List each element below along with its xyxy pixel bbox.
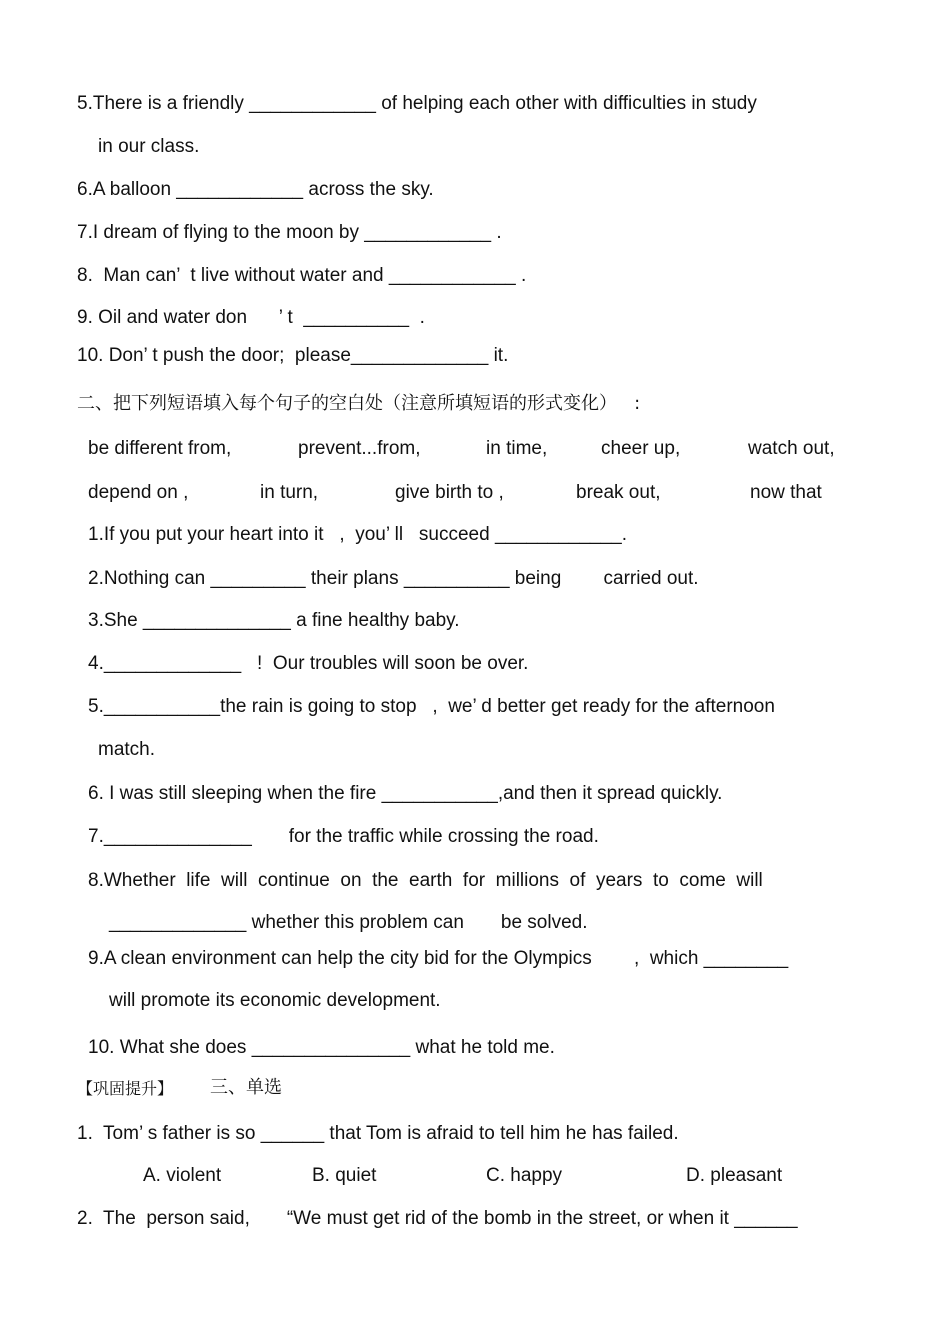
- question-10: 10. Don’ t push the door; please_____________ it.: [77, 345, 509, 366]
- s2-question-4: 4._____________ ! Our troubles will soon be over.: [88, 653, 529, 674]
- section-3-heading: 三、单选: [210, 1077, 282, 1098]
- s2-question-5-line1: 5.___________the rain is going to stop , we’ d better get ready for the afternoon: [88, 696, 775, 717]
- s3-q1-option-b: B. quiet: [312, 1165, 377, 1186]
- question-7: 7.I dream of flying to the moon by ____________ .: [77, 222, 502, 243]
- question-5-line1: 5.There is a friendly ____________ of helping each other with difficulties in study: [77, 93, 757, 114]
- s2-question-9-line1: 9.A clean environment can help the city bid for the Olympics , which ________: [88, 948, 789, 969]
- phrase-prevent-from: prevent...from,: [298, 438, 421, 459]
- s3-q1-option-c: C. happy: [486, 1165, 563, 1186]
- phrase-cheer-up: cheer up,: [601, 438, 681, 459]
- phrase-watch-out: watch out,: [748, 438, 835, 459]
- phrase-in-time: in time,: [486, 438, 548, 459]
- section-2-heading: 二、把下列短语填入每个句子的空白处（注意所填短语的形式变化） :: [77, 393, 641, 414]
- s3-q1-option-a: A. violent: [143, 1165, 222, 1186]
- phrase-be-different-from: be different from,: [88, 438, 232, 459]
- s3-q1-option-d: D. pleasant: [686, 1165, 783, 1186]
- s3-question-2: 2. The person said, “We must get rid of the bomb in the street, or when it ______: [77, 1208, 798, 1229]
- consolidation-tag: 【巩固提升】: [77, 1079, 174, 1098]
- s2-question-3: 3.She ______________ a fine healthy baby.: [88, 610, 460, 631]
- question-8: 8. Man can’ t live without water and ____________ .: [77, 265, 527, 286]
- s2-question-6: 6. I was still sleeping when the fire ___________,and then it spread quickly.: [88, 783, 723, 804]
- s2-question-5-line2: match.: [98, 739, 156, 760]
- question-5-line2: in our class.: [98, 136, 200, 157]
- phrase-give-birth-to: give birth to ,: [395, 482, 504, 503]
- s2-question-7: 7.______________ for the traffic while crossing the road.: [88, 826, 599, 847]
- s2-question-10: 10. What she does _______________ what he told me.: [88, 1037, 555, 1058]
- s2-question-8-line1: 8.Whether life will continue on the earth for millions of years to come will: [88, 870, 763, 891]
- question-9: 9. Oil and water don ’ t __________ .: [77, 307, 425, 328]
- s2-question-2: 2.Nothing can _________ their plans __________ being carried out.: [88, 568, 699, 589]
- s2-question-1: 1.If you put your heart into it , you’ ll succeed ____________.: [88, 524, 628, 545]
- s2-question-9-line2: will promote its economic development.: [109, 990, 441, 1011]
- phrase-break-out: break out,: [576, 482, 661, 503]
- question-6: 6.A balloon ____________ across the sky.: [77, 179, 434, 200]
- s2-question-8-line2: _____________ whether this problem can be solved.: [109, 912, 588, 933]
- phrase-depend-on: depend on ,: [88, 482, 189, 503]
- phrase-in-turn: in turn,: [260, 482, 319, 503]
- s3-question-1: 1. Tom’ s father is so ______ that Tom is afraid to tell him he has failed.: [77, 1123, 679, 1144]
- phrase-now-that: now that: [750, 482, 822, 503]
